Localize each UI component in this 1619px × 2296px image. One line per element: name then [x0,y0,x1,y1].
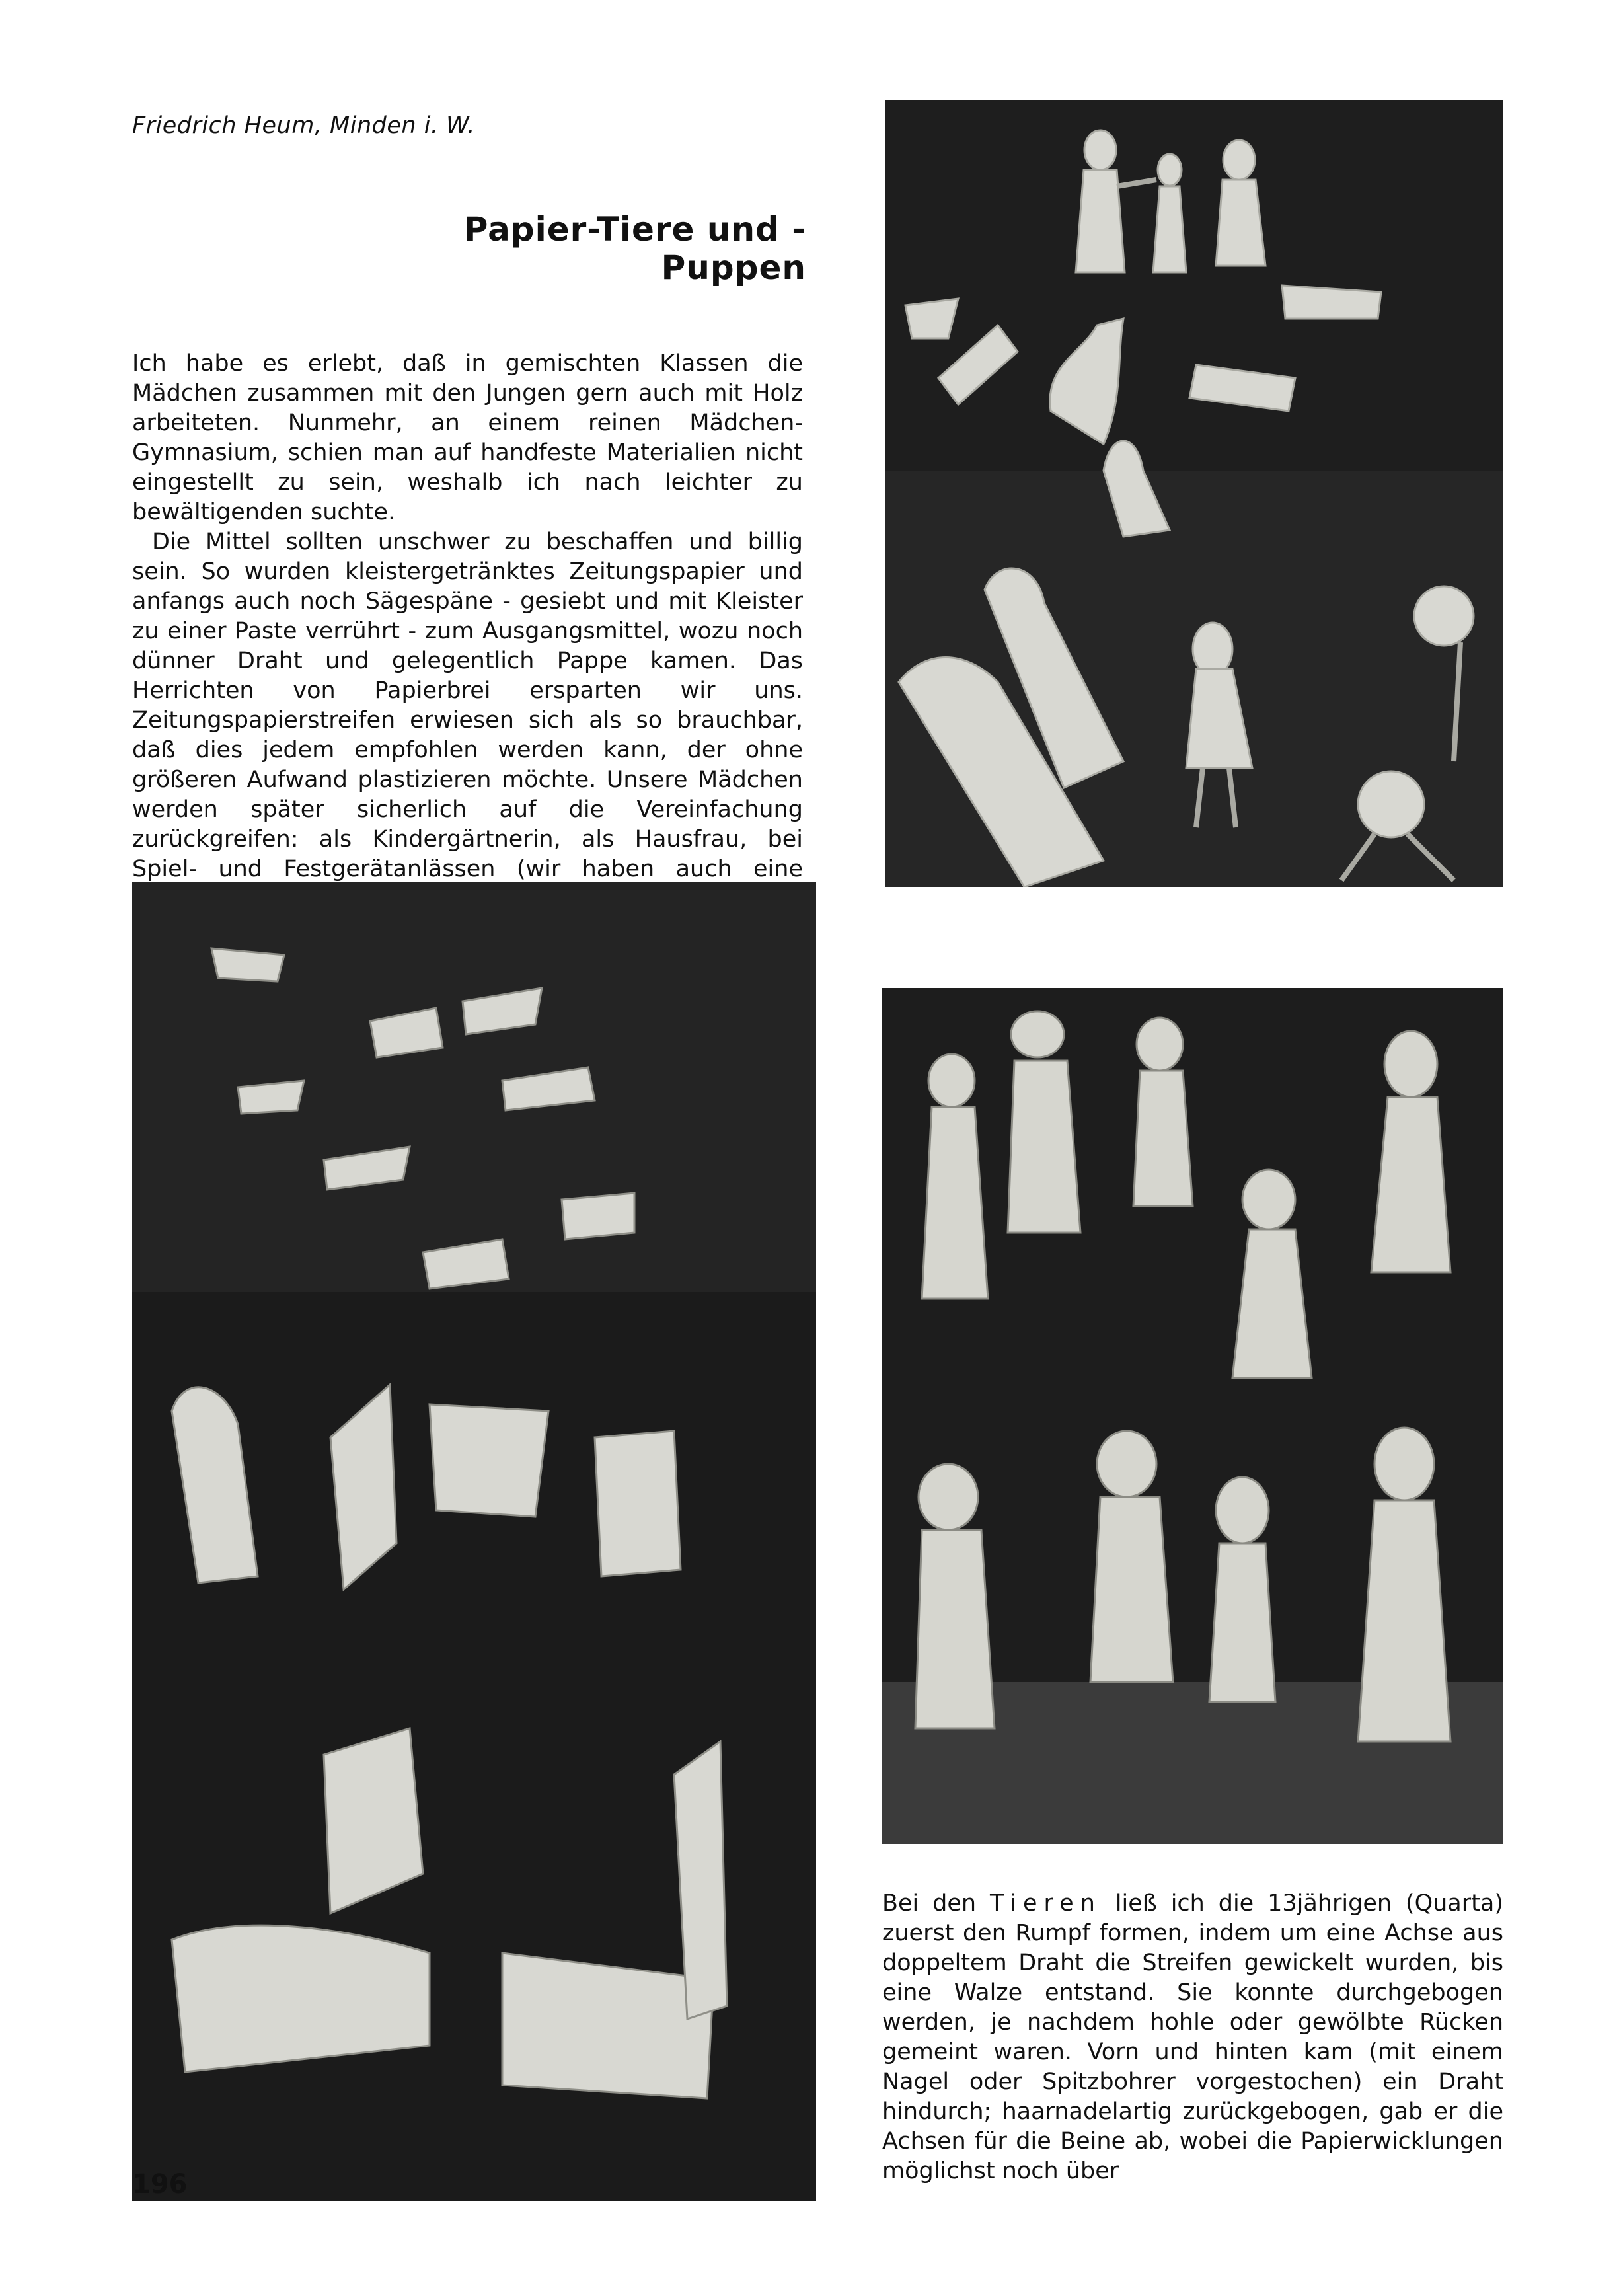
page-number: 196 [132,2169,188,2200]
intro-text [132,349,803,914]
body-paragraph-3 [882,1889,1503,2186]
body-text-continued [882,1889,1503,2186]
emphasis-tieren: Tieren [989,1890,1102,1917]
author-byline: Friedrich Heum, Minden i. W. [132,112,476,139]
photo-paper-animals [132,882,816,2201]
rest-text: ließ ich die 13jährigen (Quarta) zuerst den Rumpf formen, indem um eine Achse aus doppeltem Draht die Streifen gewickelt wurden, bis eine Walze entstand. Sie konnte durchgebogen werden, je nachdem hohle oder gewölbte Rücken gemeint waren. Vorn und hinten kam (mit einem Nagel oder Spitzbohrer vorgestochen) ein Draht hindurch; haarnadelartig zurückgebogen, gab er die Achsen für die Beine ab, wobei die Papierwicklungen möglichst noch über [882,1890,1503,2184]
photo-finished-puppets [882,988,1503,1844]
intro-paragraph-2: Die Mittel sollten unschwer zu beschaffen und billig sein. So wurden kleistergetränktes Zeitungspapier und anfangs auch noch Sägespäne - gesiebt und mit Kleister zu einer Paste verrührt - zum Ausgangsmittel, wozu noch dünner Draht und gelegentlich Pappe kamen. Das Herrichten von Papierbrei ersparten wir uns. Zeitungspapierstreifen erwiesen sich als so brauchbar, daß dies jedem empfohlen werden kann, der ohne größeren Aufwand plastizieren möchte. Unsere Mädchen werden später sicherlich auf die Vereinfachung zurückgreifen: als Kindergärtnerin, als Hausfrau, bei Spiel- und Festgerätanlässen (wir haben auch eine [132,529,803,882]
photo-puppets-construction [885,100,1503,887]
intro-paragraph-1: Ich habe es erlebt, daß in gemischten Klassen die Mädchen zusammen mit den Jungen gern auch mit Holz arbeiteten. Nunmehr, an einem reinen Mädchen-Gymnasium, schien man auf handfeste Materialien nicht eingestellt zu sein, weshalb ich nach leichter zu bewältigenden suchte. [132,350,803,525]
article-title: Papier-Tiere und -Puppen [463,210,806,287]
lead-text: Bei den [882,1890,977,1917]
